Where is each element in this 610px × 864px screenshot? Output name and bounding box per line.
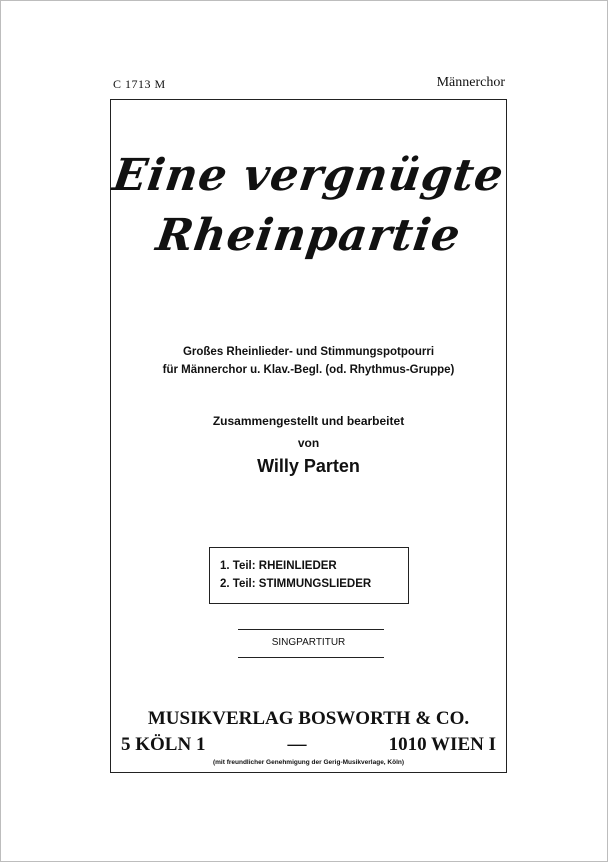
title-line-2: Rheinpartie — [153, 210, 464, 261]
edition-label: SINGPARTITUR — [271, 637, 346, 648]
part-2: 2. Teil: STIMMUNGSLIEDER — [220, 578, 372, 590]
permission-footnote: (mit freundlicher Genehmigung der Gerig-Musikverlage, Köln) — [212, 759, 405, 766]
divider-top — [238, 629, 384, 630]
title-line-1: Eine vergnügte — [109, 150, 508, 201]
city-left: 5 KÖLN 1 — [121, 734, 206, 755]
parts-box — [209, 547, 409, 604]
city-dash: — — [287, 734, 307, 755]
arranged-label: Zusammengestellt und bearbeitet — [212, 414, 405, 428]
catalog-number: C 1713 M — [113, 77, 166, 91]
divider-bottom — [238, 657, 384, 658]
subtitle-line-1: Großes Rheinlieder- und Stimmungspotpourri — [182, 346, 435, 358]
von-label: von — [297, 436, 320, 450]
city-right: 1010 WIEN I — [388, 734, 496, 755]
voicing-label: Männerchor — [436, 75, 505, 90]
publisher-cities — [121, 734, 496, 756]
subtitle-line-2: für Männerchor u. Klav.-Begl. (od. Rhythmus-Gruppe) — [162, 364, 455, 376]
composer-name: Willy Parten — [257, 456, 360, 476]
part-1: 1. Teil: RHEINLIEDER — [220, 560, 337, 572]
cover-box — [110, 99, 507, 773]
publisher-name: MUSIKVERLAG BOSWORTH & CO. — [147, 708, 470, 729]
